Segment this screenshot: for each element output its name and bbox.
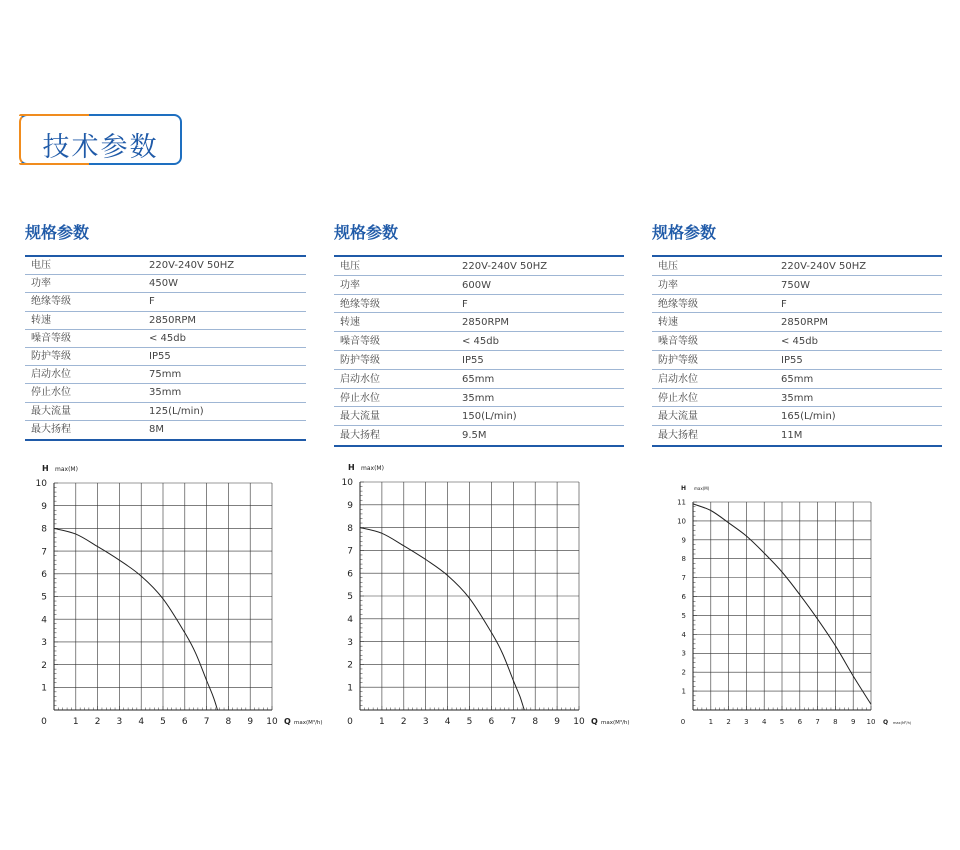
spec-table [334, 255, 624, 447]
spec-label: 电压 [340, 261, 360, 272]
y-tick-label: 7 [41, 547, 47, 558]
y-tick-label: 4 [41, 615, 47, 626]
spec-value: 450W [149, 278, 178, 290]
x-tick-label: 4 [761, 718, 767, 726]
y-axis-title: H [681, 485, 687, 492]
y-tick-label: 5 [347, 592, 353, 603]
spec-value: F [781, 298, 787, 310]
performance-chart-3 [660, 480, 960, 735]
spec-row [652, 370, 942, 389]
spec-title: 规格参数 [334, 223, 399, 242]
x-tick-label: 6 [181, 717, 188, 727]
spec-row [652, 295, 942, 314]
spec-row [25, 330, 306, 348]
spec-label: 噪音等级 [31, 332, 71, 344]
y-tick-label: 3 [347, 637, 353, 648]
spec-row [652, 257, 942, 276]
spec-label: 最大流量 [340, 411, 380, 423]
spec-value: 2850RPM [462, 317, 510, 329]
x-tick-label: 9 [850, 718, 856, 726]
x-tick-label: 3 [116, 717, 123, 727]
y-axis-unit: max(M) [694, 486, 710, 491]
spec-label: 绝缘等级 [31, 296, 71, 308]
spec-row [334, 295, 624, 314]
x-tick-label: 10 [266, 717, 278, 727]
x-tick-label: 3 [744, 718, 749, 726]
spec-label: 最大流量 [31, 405, 71, 417]
spec-value: < 45db [462, 336, 499, 348]
x-tick-label: 5 [466, 717, 473, 727]
x-tick-label: 3 [422, 717, 429, 727]
x-axis-title: Q [591, 717, 598, 726]
x-axis-title: Q [284, 717, 291, 726]
spec-label: 防护等级 [658, 354, 698, 366]
spec-row [25, 293, 306, 311]
spec-value: 600W [462, 279, 491, 291]
x-tick-label: 9 [554, 717, 560, 727]
spec-label: 停止水位 [658, 392, 698, 404]
x-tick-label: 8 [532, 717, 539, 727]
x-tick-label: 2 [726, 718, 731, 726]
spec-label: 电压 [658, 261, 678, 272]
spec-value: IP55 [149, 350, 171, 362]
y-tick-label: 1 [347, 683, 353, 694]
y-tick-label: 2 [681, 668, 686, 677]
x-tick-label: 5 [779, 718, 785, 726]
y-tick-label: 8 [41, 524, 47, 535]
spec-value: 165(L/min) [781, 411, 836, 423]
y-tick-label: 1 [41, 683, 47, 694]
spec-row [652, 351, 942, 370]
section-title: 技术参数 [42, 132, 159, 163]
spec-row [652, 426, 942, 445]
performance-chart-1 [20, 455, 330, 735]
spec-label: 绝缘等级 [658, 298, 698, 310]
spec-row [334, 370, 624, 389]
x-tick-label: 2 [94, 717, 101, 727]
x-tick-label: 6 [488, 717, 495, 727]
spec-value: 220V-240V 50HZ [462, 261, 548, 272]
y-tick-label: 2 [347, 660, 353, 671]
spec-row [334, 332, 624, 351]
x-tick-label: 1 [379, 717, 385, 727]
x-tick-label: 10 [573, 717, 585, 727]
spec-label: 最大扬程 [658, 430, 698, 442]
performance-chart-2 [326, 455, 636, 735]
y-tick-label: 4 [347, 614, 353, 625]
y-tick-label: 9 [41, 501, 47, 512]
x-tick-label: 4 [138, 717, 145, 727]
spec-value: 35mm [462, 392, 495, 404]
spec-value: < 45db [781, 336, 818, 348]
spec-value: 8M [149, 423, 164, 435]
spec-value: IP55 [781, 354, 803, 366]
y-tick-label: 7 [347, 546, 353, 557]
y-tick-label: 9 [347, 500, 353, 511]
x-tick-label: 2 [400, 717, 407, 727]
spec-row [25, 403, 306, 421]
spec-label: 转速 [658, 317, 678, 329]
spec-row [652, 276, 942, 295]
spec-value: F [462, 298, 468, 310]
spec-row [25, 348, 306, 366]
x-tick-label: 9 [247, 717, 254, 727]
y-tick-label: 6 [41, 569, 47, 580]
spec-row [334, 313, 624, 332]
spec-value: F [149, 296, 155, 308]
spec-label: 噪音等级 [340, 336, 380, 348]
spec-row [25, 312, 306, 330]
spec-value: IP55 [462, 354, 484, 366]
spec-label: 启动水位 [31, 369, 71, 381]
y-tick-label: 2 [41, 660, 47, 671]
x-axis-unit: max(M³/h) [294, 720, 323, 726]
spec-row [334, 389, 624, 408]
y-axis-unit: max(M) [361, 465, 384, 472]
spec-row [652, 332, 942, 351]
y-tick-label: 11 [677, 498, 686, 507]
spec-value: 35mm [149, 387, 182, 399]
y-tick-label: 9 [681, 536, 686, 545]
spec-value: 9.5M [462, 430, 487, 442]
spec-label: 电压 [31, 260, 51, 271]
spec-label: 防护等级 [340, 354, 380, 366]
spec-label: 启动水位 [340, 373, 380, 385]
spec-value: 2850RPM [781, 317, 829, 329]
spec-label: 最大流量 [658, 411, 698, 423]
x-tick-label: 0 [41, 717, 47, 727]
spec-row [25, 384, 306, 402]
x-tick-label: 7 [203, 717, 210, 727]
spec-row [334, 276, 624, 295]
spec-label: 功率 [31, 278, 51, 290]
spec-row [334, 426, 624, 445]
spec-label: 功率 [340, 279, 360, 291]
x-tick-label: 6 [797, 718, 803, 726]
spec-label: 最大扬程 [340, 430, 380, 442]
y-axis-title: H [348, 463, 355, 472]
y-tick-label: 8 [347, 523, 353, 534]
y-tick-label: 6 [347, 569, 353, 580]
spec-row [25, 366, 306, 384]
spec-value: 75mm [149, 369, 182, 381]
y-tick-label: 5 [41, 592, 47, 603]
spec-value: 750W [781, 279, 810, 291]
x-axis-title: Q [883, 719, 889, 726]
x-tick-label: 4 [444, 717, 451, 727]
x-tick-label: 0 [347, 717, 353, 727]
x-tick-label: 1 [708, 718, 714, 726]
spec-value: < 45db [149, 332, 186, 344]
y-tick-label: 1 [681, 687, 686, 696]
spec-value: 150(L/min) [462, 411, 517, 423]
x-axis-unit: max(M³/h) [601, 720, 630, 726]
y-tick-label: 10 [677, 517, 686, 526]
spec-row [652, 313, 942, 332]
spec-row [652, 389, 942, 408]
spec-table [25, 255, 306, 441]
y-axis-title: H [42, 464, 49, 473]
spec-label: 启动水位 [658, 373, 698, 385]
spec-label: 防护等级 [31, 350, 71, 362]
spec-value: 220V-240V 50HZ [149, 260, 235, 271]
spec-value: 11M [781, 430, 803, 442]
y-axis-unit: max(M) [55, 466, 78, 473]
spec-table [652, 255, 942, 447]
spec-value: 65mm [462, 373, 495, 385]
x-tick-label: 8 [833, 718, 838, 726]
section-header-badge [19, 114, 182, 165]
x-tick-label: 10 [866, 718, 876, 726]
spec-row [25, 257, 306, 275]
spec-title: 规格参数 [25, 223, 90, 242]
y-tick-label: 7 [681, 574, 686, 583]
spec-row [25, 421, 306, 439]
x-tick-label: 5 [160, 717, 166, 727]
spec-label: 功率 [658, 279, 678, 291]
spec-row [334, 351, 624, 370]
y-tick-label: 4 [681, 630, 686, 639]
spec-value: 65mm [781, 373, 814, 385]
y-tick-label: 10 [341, 478, 353, 489]
spec-value: 125(L/min) [149, 405, 204, 417]
spec-label: 绝缘等级 [340, 298, 380, 310]
spec-label: 停止水位 [340, 392, 380, 404]
spec-row [25, 275, 306, 293]
y-tick-label: 3 [41, 638, 47, 649]
x-axis-unit: max(M³/h) [893, 721, 912, 725]
y-tick-label: 6 [681, 592, 686, 601]
spec-title: 规格参数 [652, 223, 717, 242]
x-tick-label: 8 [225, 717, 232, 727]
y-tick-label: 3 [681, 649, 686, 658]
spec-row [652, 407, 942, 426]
spec-label: 转速 [340, 317, 360, 329]
spec-row [334, 407, 624, 426]
x-tick-label: 7 [815, 718, 820, 726]
spec-label: 最大扬程 [31, 423, 71, 435]
spec-value: 2850RPM [149, 314, 197, 326]
spec-label: 停止水位 [31, 387, 71, 399]
x-tick-label: 0 [680, 718, 686, 726]
y-tick-label: 5 [681, 611, 686, 620]
y-tick-label: 8 [681, 555, 686, 564]
y-tick-label: 10 [35, 479, 47, 490]
spec-label: 转速 [31, 314, 51, 326]
spec-row [334, 257, 624, 276]
spec-value: 220V-240V 50HZ [781, 261, 867, 272]
spec-value: 35mm [781, 392, 814, 404]
x-tick-label: 1 [72, 717, 79, 727]
x-tick-label: 7 [510, 717, 517, 727]
spec-label: 噪音等级 [658, 336, 698, 348]
